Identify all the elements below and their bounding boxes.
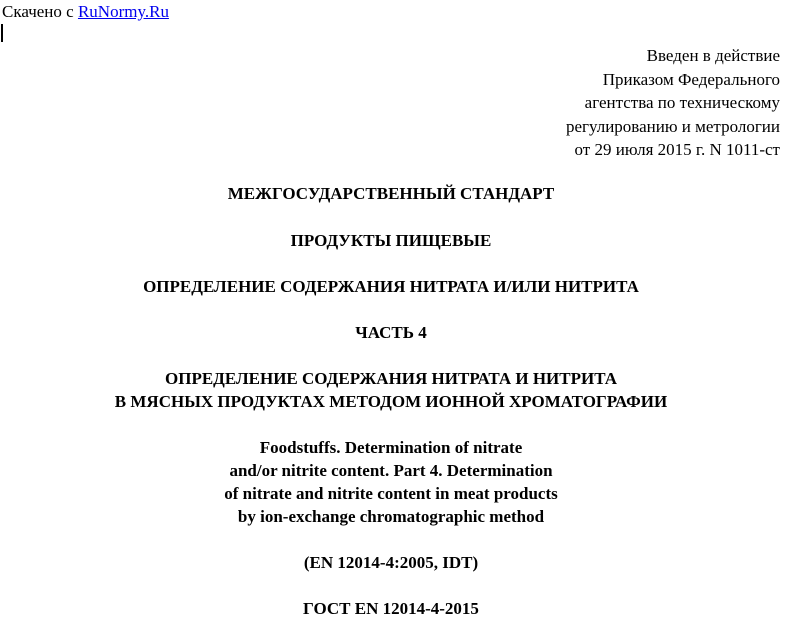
part-title-line: ОПРЕДЕЛЕНИЕ СОДЕРЖАНИЯ НИТРАТА И НИТРИТА (165, 369, 617, 388)
source-line (2, 2, 169, 22)
standard-category: МЕЖГОСУДАРСТВЕННЫЙ СТАНДАРТ (227, 184, 555, 203)
english-title-line: of nitrate and nitrite content in meat products (224, 484, 558, 503)
source-link[interactable]: RuNormy.Ru (77, 2, 169, 21)
enactment-line: агентства по техническому (584, 93, 780, 112)
standard-designation: ГОСТ EN 12014-4-2015 (303, 599, 479, 618)
text-cursor (1, 24, 3, 42)
title-sub: ОПРЕДЕЛЕНИЕ СОДЕРЖАНИЯ НИТРАТА И/ИЛИ НИТРИТА (143, 277, 639, 296)
english-title-line: by ion-exchange chromatographic method (237, 507, 545, 526)
enactment-block (566, 44, 780, 162)
english-title-line: and/or nitrite content. Part 4. Determination (229, 461, 553, 480)
enactment-line: от 29 июля 2015 г. N 1011-ст (574, 140, 780, 159)
english-title-line: Foodstuffs. Determination of nitrate (259, 438, 523, 457)
enactment-line: Введен в действие (646, 46, 780, 65)
english-title (0, 436, 782, 528)
part-label: ЧАСТЬ 4 (355, 323, 427, 342)
part-title (0, 367, 782, 413)
enactment-line: регулированию и метрологии (565, 116, 780, 136)
equivalence-note: (EN 12014-4:2005, IDT) (303, 553, 479, 572)
title-main: ПРОДУКТЫ ПИЩЕВЫЕ (290, 231, 492, 250)
enactment-line: Приказом Федерального (602, 69, 780, 89)
source-prefix: Скачено с (2, 2, 78, 21)
part-title-line: В МЯСНЫХ ПРОДУКТАХ МЕТОДОМ ИОННОЙ ХРОМАТОГРАФИИ (114, 392, 668, 411)
